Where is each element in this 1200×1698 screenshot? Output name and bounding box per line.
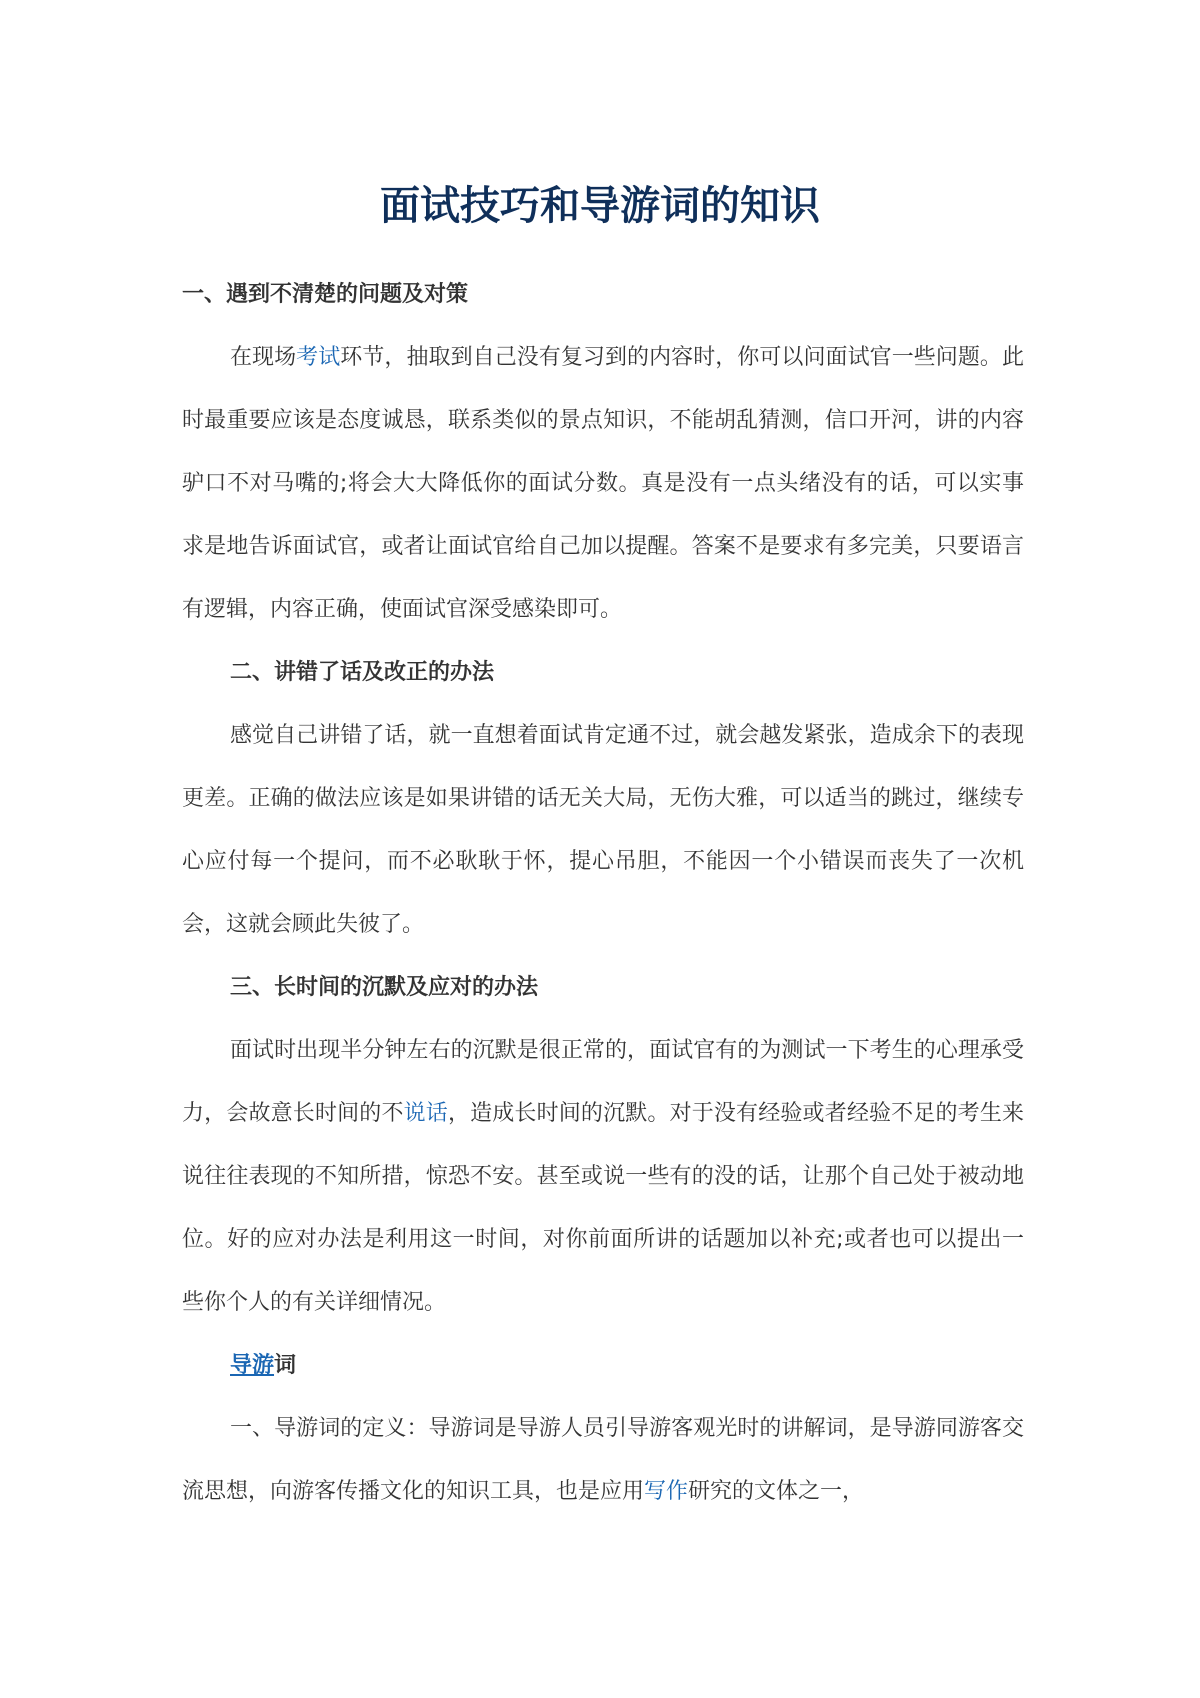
guide-heading-rest: 词 [274, 1353, 297, 1378]
section-heading-2: 二、讲错了话及改正的办法 [230, 660, 495, 685]
document-title: 面试技巧和导游词的知识 [380, 183, 820, 229]
guide-heading [182, 1334, 1024, 1397]
paragraph-text: 研究的文体之一， [688, 1479, 865, 1504]
section-heading-3: 三、长时间的沉默及应对的办法 [230, 975, 539, 1000]
tour-guide-link[interactable]: 导游 [230, 1353, 275, 1378]
section-paragraph-2: 感觉自己讲错了话，就一直想着面试肯定通不过，就会越发紧张，造成余下的表现更差。正确的做法应该是如果讲错的话无关大局，无伤大雅，可以适当的跳过，继续专心应付每一个提问，而不必耿耿于怀，提心吊胆，不能因一个小错误而丧失了一次机会，这就会顾此失彼了。 [182, 723, 1024, 937]
writing-link[interactable]: 写作 [644, 1479, 689, 1504]
paragraph-text: 一、导游词的定义：导游词是导游人员引导游客观光时的讲解词，是导游同游客交流思想，向游客传播文化的知识工具，也是应用 [182, 1416, 1024, 1504]
paragraph-text: 在现场 [230, 345, 297, 370]
guide-paragraph [182, 1397, 1024, 1523]
exam-link[interactable]: 考试 [296, 345, 341, 370]
paragraph-text: 环节，抽取到自己没有复习到的内容时，你可以问面试官一些问题。此时最重要应该是态度诚恳，联系类似的景点知识，不能胡乱猜测，信口开河，讲的内容驴口不对马嘴的;将会大大降低你的面试分数。真是没有一点头绪没有的话，可以实事求是地告诉面试官，或者让面试官给自己加以提醒。答案不是要求有多完美，只要语言有逻辑，内容正确，使面试官深受感染即可。 [182, 345, 1024, 622]
section-paragraph-3 [182, 1019, 1024, 1334]
section-heading-1: 一、遇到不清楚的问题及对策 [182, 282, 469, 307]
speaking-link[interactable]: 说话 [403, 1101, 448, 1126]
paragraph-text: 面试时出现半分钟左右的沉默是很正常的，面试官有的为测试一下考生的心理承受力，会故意长时间的不 [182, 1038, 1024, 1126]
paragraph-text: ，造成长时间的沉默。对于没有经验或者经验不足的考生来说往往表现的不知所措，惊恐不安。甚至或说一些有的没的话，让那个自己处于被动地位。好的应对办法是利用这一时间，对你前面所讲的话题加以补充;或者也可以提出一些你个人的有关详细情况。 [182, 1101, 1024, 1315]
section-paragraph-1 [182, 326, 1024, 641]
document-body [182, 263, 1024, 1523]
